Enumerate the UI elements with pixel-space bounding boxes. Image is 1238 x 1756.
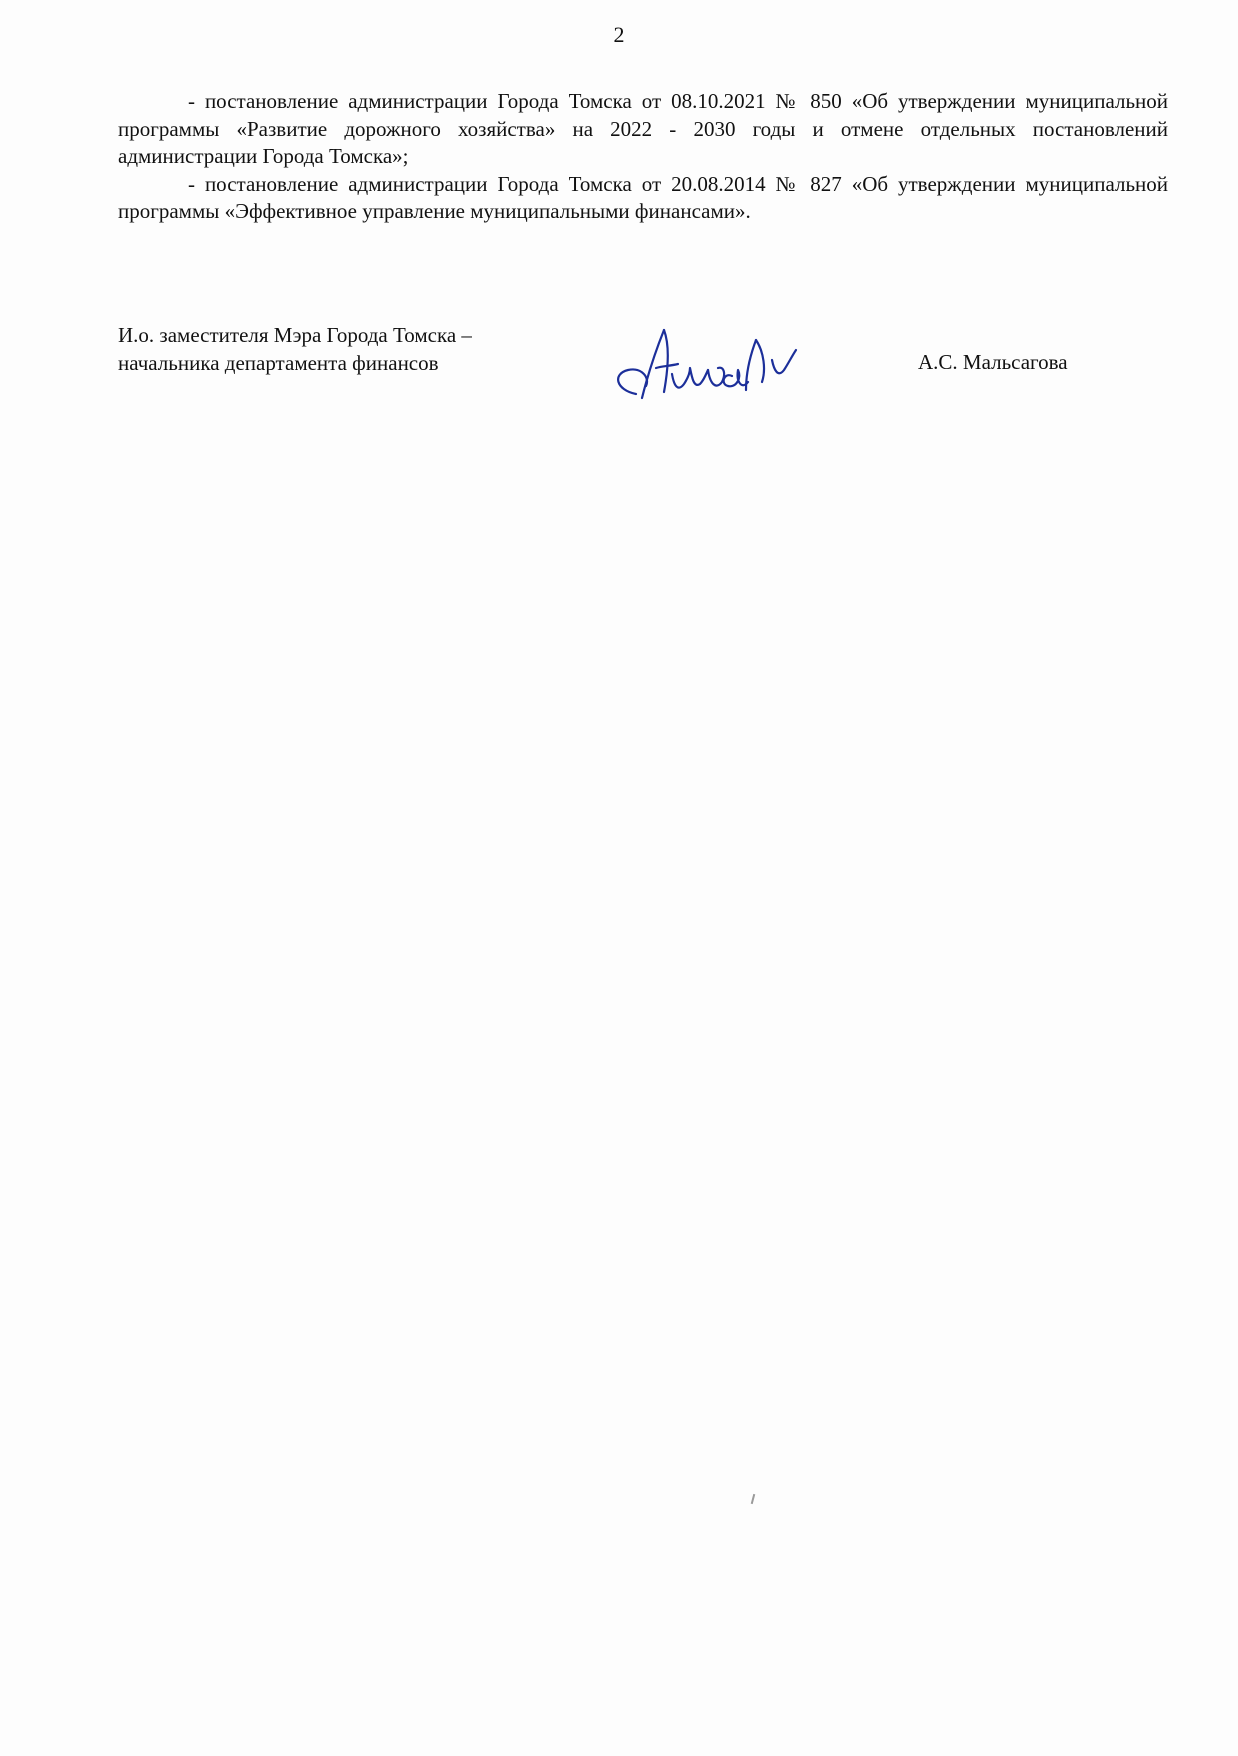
paragraph-resolution-827: - постановление администрации Города Томска от 20.08.2014 № 827 «Об утверждении муниципальной программы «Эффективное управление муниципальными финансами». (118, 171, 1168, 223)
scan-speck (751, 1494, 756, 1504)
signer-title (118, 322, 472, 377)
signer-title-line-2: начальника департамента финансов (118, 350, 439, 375)
signature-block (118, 322, 1168, 432)
document-body (118, 88, 1168, 226)
signer-name: А.С. Мальсагова (918, 350, 1068, 374)
handwritten-signature (598, 312, 818, 412)
paragraph-resolution-850: - постановление администрации Города Томска от 08.10.2021 № 850 «Об утверждении муниципальной программы «Развитие дорожного хозяйства» на 2022 - 2030 годы и отмене отдельных постановлений администрации Города Томска»; (118, 89, 1168, 168)
page-number: 2 (613, 22, 625, 47)
signer-title-line-1: И.о. заместителя Мэра Города Томска – (118, 323, 472, 347)
